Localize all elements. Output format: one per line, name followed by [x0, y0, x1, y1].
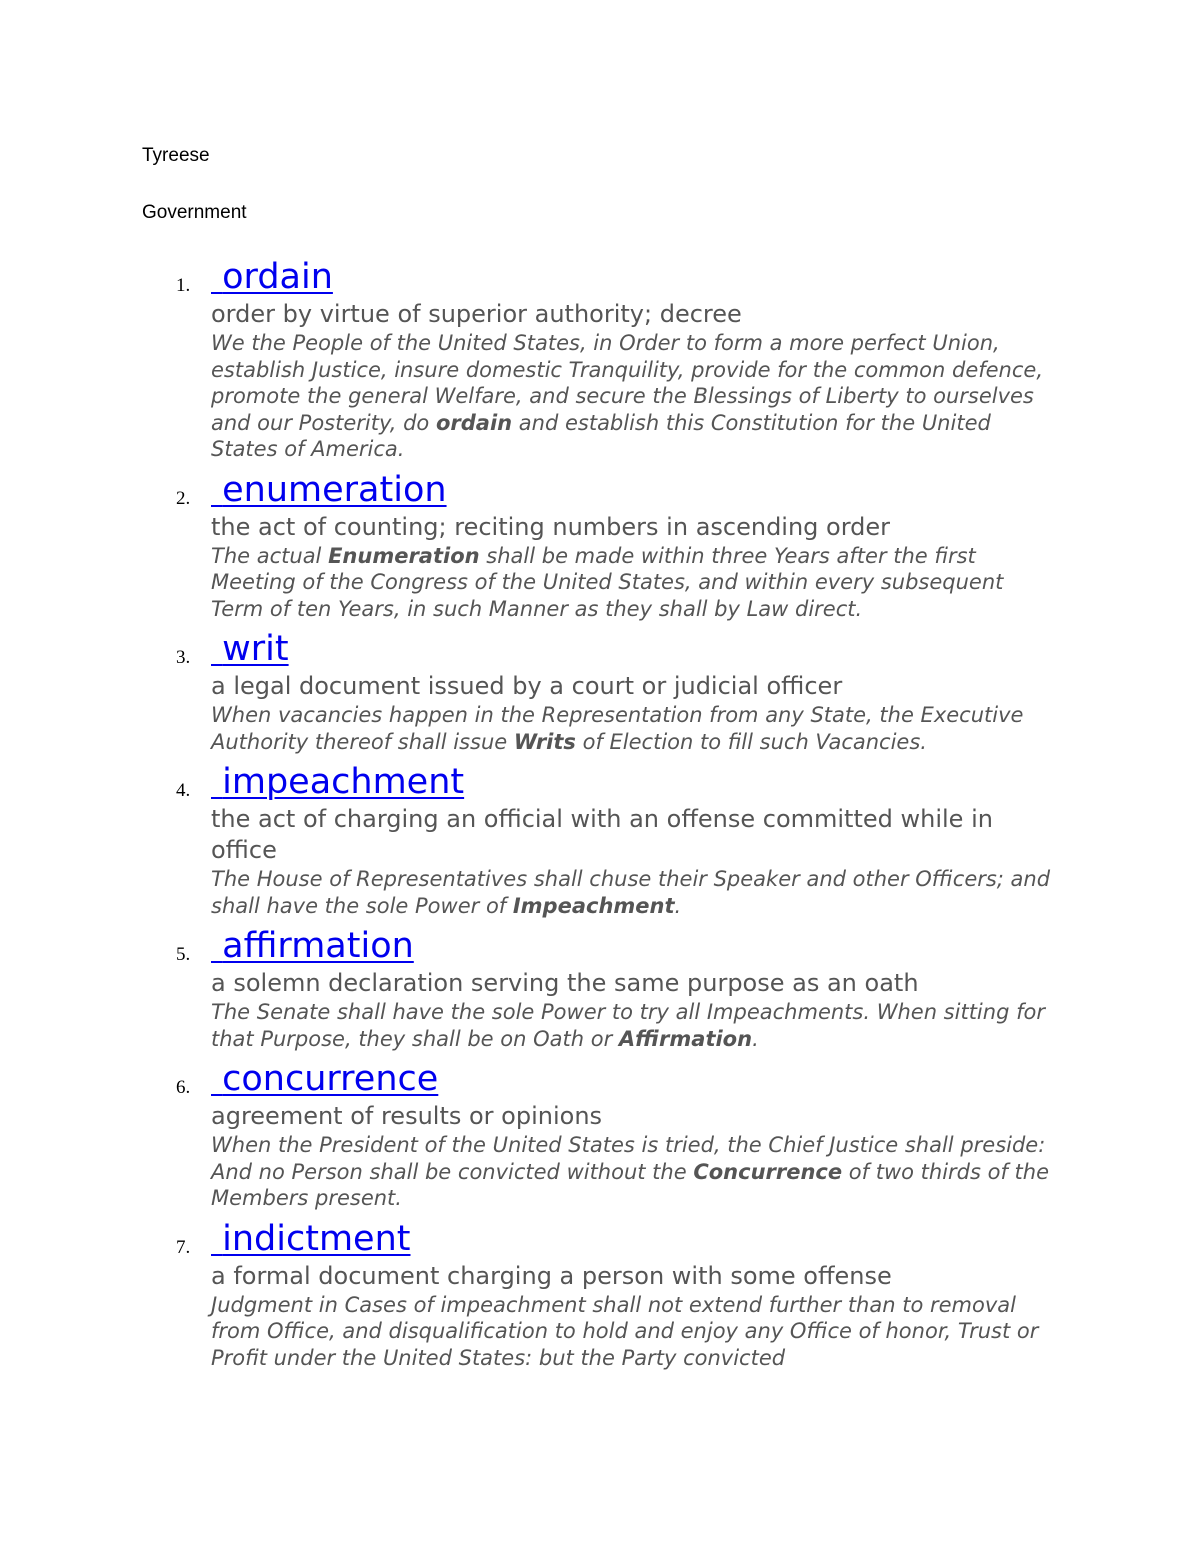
highlighted-word: Impeachment: [512, 893, 675, 918]
term-link[interactable]: [211, 627, 1061, 671]
entry-number: 3.: [176, 647, 191, 668]
student-name: Tyreese: [142, 145, 210, 166]
vocabulary-entry: [0, 468, 1061, 623]
highlighted-word: Enumeration: [328, 543, 480, 568]
term-link[interactable]: [211, 255, 1061, 299]
term-text: enumeration: [222, 469, 447, 510]
entry-number: 7.: [176, 1236, 191, 1258]
example-quote: The Senate shall have the sole Power to try all Impeachments. When sitting for that Purpose, they shall be on Oath or Affirmation.: [211, 1000, 1045, 1051]
example-quote: The actual Enumeration shall be made within three Years after the first Meeting of the Congress of the United States, and within every subsequent Term of ten Years, in such Manner as they shall by Law direct.: [211, 543, 1004, 621]
term-text: ordain: [222, 257, 333, 297]
term-text: affirmation: [222, 926, 414, 966]
highlighted-word: Writs: [513, 729, 576, 754]
term-text: impeachment: [222, 762, 465, 802]
example-quote: Judgment in Cases of impeachment shall not extend further than to removal from Office, and disqualification to hold and enjoy any Office of honor, Trust or Profit under the United States: but the Party convicted: [211, 1292, 1039, 1370]
vocabulary-entry: [0, 255, 1061, 463]
term-link[interactable]: [211, 468, 1061, 512]
entry-number: 5.: [176, 944, 191, 965]
term-text: writ: [222, 629, 289, 669]
example-quote: When vacancies happen in the Representation from any State, the Executive Authority thereof shall issue Writs of Election to fill such Vacancies.: [211, 703, 1024, 754]
term-link[interactable]: [211, 924, 1061, 968]
definition-text: the act of counting; reciting numbers in ascending order: [211, 512, 891, 541]
definition-text: order by virtue of superior authority; decree: [211, 300, 742, 328]
vocabulary-entry: [0, 1057, 1061, 1212]
highlighted-word: Concurrence: [693, 1159, 843, 1184]
entry-number: 4.: [176, 780, 191, 801]
term-text: indictment: [222, 1218, 411, 1259]
vocabulary-entry: [0, 1217, 1061, 1372]
example-quote: The House of Representatives shall chuse their Speaker and other Officers; and shall have the sole Power of Impeachment.: [211, 867, 1051, 918]
definition-text: a formal document charging a person with some offense: [211, 1261, 892, 1290]
highlighted-word: Affirmation: [618, 1026, 753, 1051]
term-link[interactable]: [211, 1217, 1061, 1261]
term-link[interactable]: [211, 1057, 1061, 1101]
definition-text: the act of charging an official with an offense committed while in office: [211, 805, 993, 864]
entry-number: 1.: [176, 275, 191, 296]
example-quote: When the President of the United States is tried, the Chief Justice shall preside: And no Person shall be convicted without the Concurrence of two thirds of the Members present.: [211, 1133, 1049, 1210]
definition-text: a legal document issued by a court or judicial officer: [211, 672, 843, 700]
definition-text: a solemn declaration serving the same purpose as an oath: [211, 969, 919, 997]
subject-title: Government: [142, 202, 247, 223]
vocabulary-entry: [0, 760, 1061, 919]
entry-number: 6.: [176, 1077, 191, 1098]
entry-number: 2.: [176, 487, 191, 509]
vocabulary-entry: [0, 627, 1061, 755]
vocabulary-list: [0, 255, 1200, 1376]
example-quote: We the People of the United States, in Order to form a more perfect Union, establish Justice, insure domestic Tranquility, provide for the common defence, promote the general Welfare, and secure the Blessings of Liberty to ourselves and our Posterity, do ordain and establish this Constitution for the United States of America.: [211, 331, 1044, 461]
term-link[interactable]: [211, 760, 1061, 804]
term-text: concurrence: [222, 1059, 439, 1099]
vocabulary-entry: [0, 924, 1061, 1052]
highlighted-word: ordain: [435, 410, 513, 435]
definition-text: agreement of results or opinions: [211, 1102, 603, 1130]
